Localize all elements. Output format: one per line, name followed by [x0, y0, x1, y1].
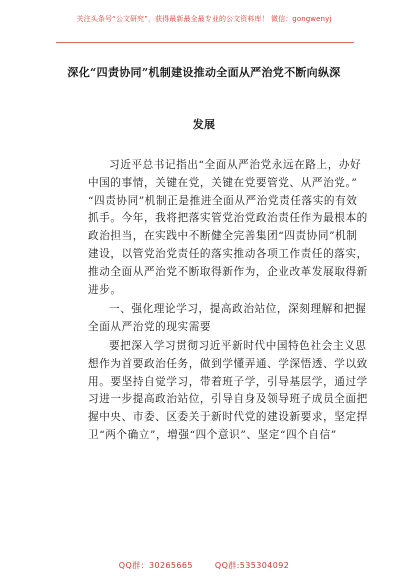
paragraph-line: 习进一步提高政治站位，引导自身及领导班子成员全面把: [88, 393, 368, 406]
section-heading-line: 全面从严治党的现实需要: [88, 320, 212, 333]
paragraph-line: 用。要坚持自觉学习，带着班子学，引导基层学，通过学: [88, 375, 368, 388]
section-heading-1: [88, 301, 367, 337]
document-title-line-1: 深化“四责协同”机制建设推动全面从严治党不断向纵深: [67, 66, 341, 79]
paragraph-line: 卫“两个确立”，增强“四个意识”、坚定“四个自信”: [88, 428, 337, 441]
header-banner: 关注头条号“公文研究”，获得最新最全最专业的公文资料库！ 微信：gongwenyj: [76, 15, 332, 23]
paragraph-line: 抓手。今年，我将把落实管党治党政治责任作为最根本的: [88, 212, 368, 225]
document-title-line-2: 发展: [192, 118, 216, 131]
paragraph-line: 中国的事情，关键在党，关键在党要管党、从严治党。”: [88, 176, 358, 189]
footer-qq-group-1: QQ群：30265665: [118, 561, 193, 570]
section-heading-line: 一、强化理论学习，提高政治站位，深刻理解和把握: [109, 303, 367, 315]
header-divider: [56, 42, 354, 43]
paragraph-line: 握中央、市委、区委关于新时代党的建设新要求，坚定捍: [88, 411, 368, 424]
footer-qq-group-2: QQ群:535304092: [214, 561, 290, 570]
paragraph-line: 政治担当，在实践中不断健全完善集团“四责协同”机制: [88, 230, 358, 243]
paragraph-line: 建设，以管党治党责任的落实推动各项工作责任的落实，: [88, 247, 368, 260]
paragraph-line: 习近平总书记指出“全面从严治党永远在路上，办好: [109, 159, 362, 171]
paragraph-line: “四责协同”机制正是推进全面从严治党责任落实的有效: [88, 194, 358, 207]
paragraph-line: 推动全面从严治党不断取得新作为，企业改革发展取得新: [88, 265, 368, 278]
paragraph-line: 想作为首要政治任务，做到学懂弄通、学深悟透、学以致: [88, 357, 368, 370]
paragraph-section-1: [88, 338, 368, 445]
paragraph-line: 要把深入学习贯彻习近平新时代中国特色社会主义思: [109, 340, 367, 352]
paragraph-intro: [88, 157, 368, 299]
footer-contact: [0, 560, 408, 571]
paragraph-line: 进步。: [88, 283, 122, 296]
